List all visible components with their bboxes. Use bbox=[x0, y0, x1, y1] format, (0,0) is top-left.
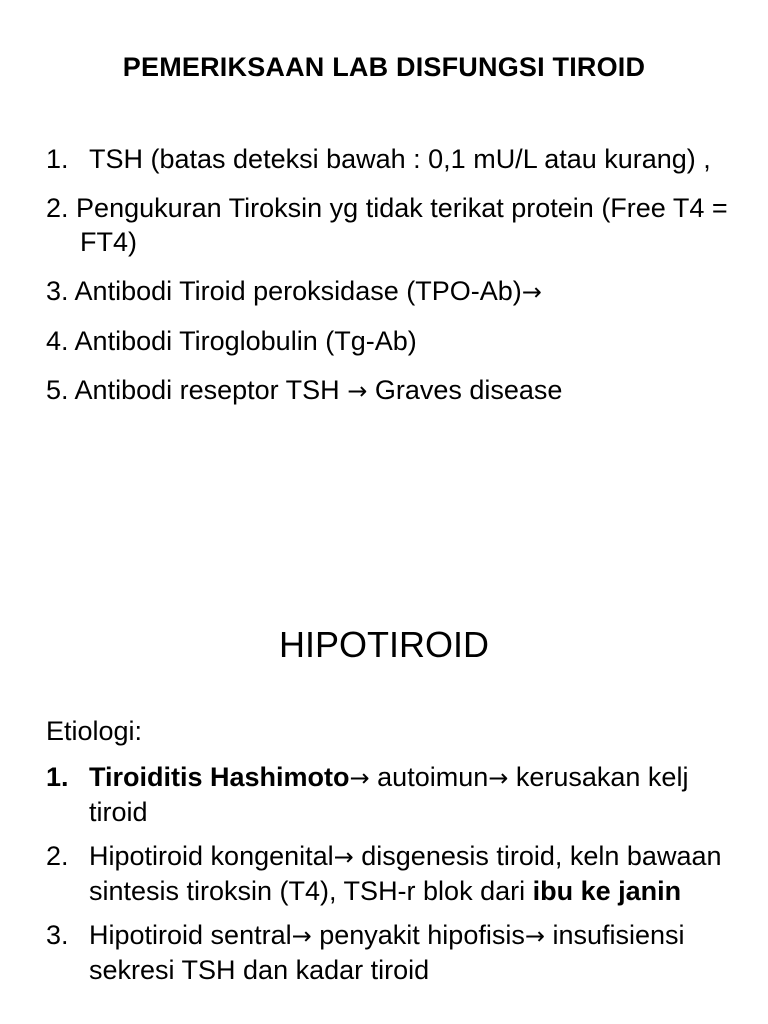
list-item: 2. Pengukuran Tiroksin yg tidak terikat protein (Free T4 = FT4) bbox=[46, 193, 728, 257]
list-item: 1. Tiroiditis Hashimoto→ autoimun→ kerusakan kelj tiroid bbox=[46, 762, 689, 827]
arrow-right-icon: → bbox=[524, 922, 545, 950]
list-item: 5. Antibodi reseptor TSH → Graves disease bbox=[46, 375, 563, 405]
arrow-right-icon: → bbox=[521, 278, 542, 306]
arrow-right-icon: → bbox=[291, 922, 312, 950]
slide-title: PEMERIKSAAN LAB DISFUNGSI TIROID bbox=[122, 52, 646, 82]
arrow-right-icon: → bbox=[347, 377, 368, 405]
section-label: Etiologi: bbox=[46, 716, 143, 746]
list-item: 3. Hipotiroid sentral→ penyakit hipofisis→ insufisiensi sekresi TSH dan kadar tiroid bbox=[46, 920, 685, 985]
lab-test-list bbox=[46, 142, 728, 423]
arrow-right-icon: → bbox=[349, 764, 370, 792]
etiology-list bbox=[46, 760, 728, 997]
list-item: 4. Antibodi Tiroglobulin (Tg-Ab) bbox=[46, 326, 417, 356]
slide-title: HIPOTIROID bbox=[278, 624, 489, 665]
list-item: 1. TSH (batas deteksi bawah : 0,1 mU/L atau kurang) , bbox=[46, 144, 711, 174]
arrow-right-icon: → bbox=[488, 764, 509, 792]
list-item: 3. Antibodi Tiroid peroksidase (TPO-Ab)→ bbox=[46, 276, 542, 306]
list-item: 2. Hipotiroid kongenital→ disgenesis tiroid, keln bawaan sintesis tiroksin (T4), TSH-r blok dari ibu ke janin bbox=[46, 841, 722, 906]
slide-hipotiroid bbox=[0, 512, 768, 1024]
arrow-right-icon: → bbox=[333, 843, 354, 871]
